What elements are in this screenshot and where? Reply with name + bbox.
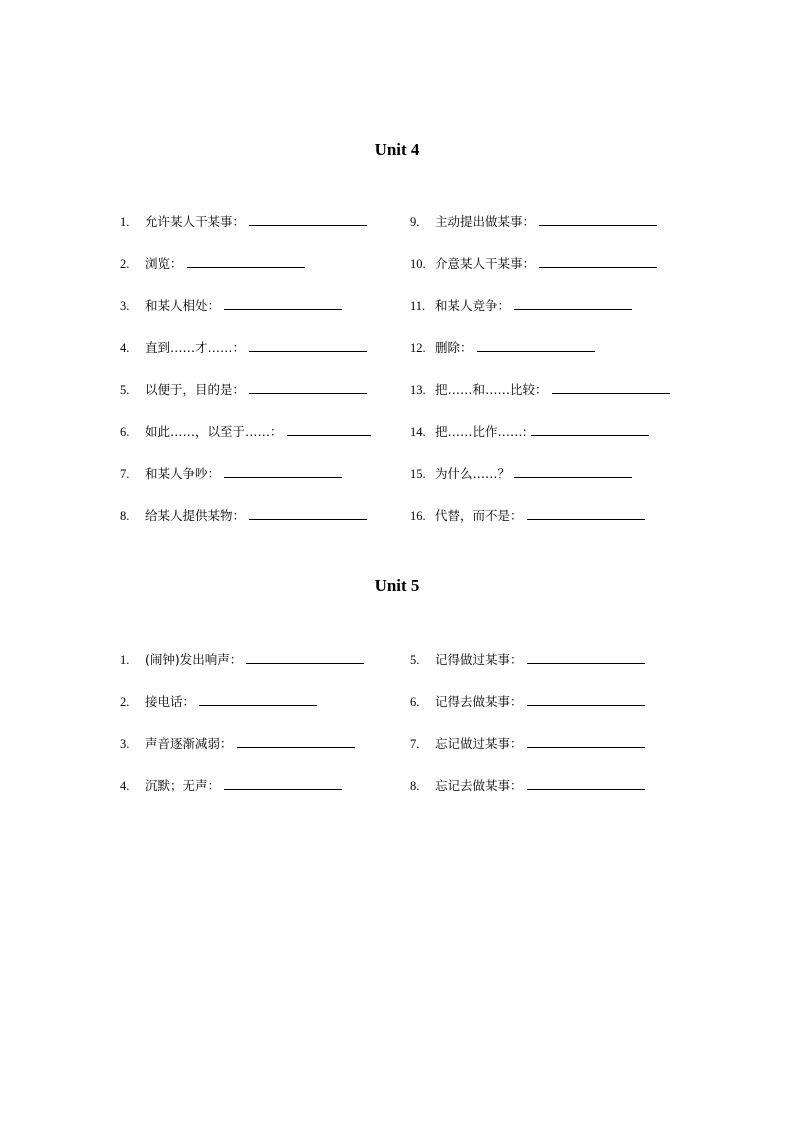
answer-blank[interactable] xyxy=(224,465,342,478)
unit5-title: Unit 5 xyxy=(374,576,420,595)
list-item xyxy=(120,776,342,796)
list-item xyxy=(410,422,649,442)
list-item xyxy=(410,464,632,484)
item-prompt: 为什么……？ xyxy=(435,466,511,481)
item-prompt: 和某人争吵： xyxy=(145,466,221,481)
item-number: 5. xyxy=(410,653,420,667)
item-number: 10. xyxy=(410,257,426,271)
item-prompt: 忘记做过某事： xyxy=(435,736,523,751)
answer-blank[interactable] xyxy=(199,693,317,706)
answer-blank[interactable] xyxy=(249,507,367,520)
item-prompt: 和某人竞争： xyxy=(435,298,511,313)
item-prompt: 沉默；无声： xyxy=(145,778,221,793)
answer-blank[interactable] xyxy=(249,213,367,226)
list-item xyxy=(410,338,595,358)
item-prompt: 记得去做某事： xyxy=(435,694,523,709)
item-prompt: 允许某人干某事： xyxy=(145,214,246,229)
item-prompt: 记得做过某事： xyxy=(435,652,523,667)
item-number: 11. xyxy=(410,299,426,313)
item-prompt: 把……比作……: xyxy=(435,424,527,439)
answer-blank[interactable] xyxy=(249,339,367,352)
item-prompt: 接电话： xyxy=(145,694,196,709)
list-item xyxy=(410,212,657,232)
list-item xyxy=(120,464,342,484)
item-number: 12. xyxy=(410,341,426,355)
list-item xyxy=(120,506,367,526)
answer-blank[interactable] xyxy=(224,777,342,790)
item-prompt: 如此……，以至于……： xyxy=(145,424,283,439)
list-item xyxy=(120,338,367,358)
answer-blank[interactable] xyxy=(531,423,649,436)
answer-blank[interactable] xyxy=(527,693,645,706)
item-number: 3. xyxy=(120,737,130,751)
list-item xyxy=(120,254,305,274)
item-prompt: 主动提出做某事： xyxy=(435,214,536,229)
list-item xyxy=(120,422,371,442)
list-item xyxy=(120,692,317,712)
item-number: 4. xyxy=(120,779,130,793)
item-number: 1. xyxy=(120,653,130,667)
answer-blank[interactable] xyxy=(224,297,342,310)
answer-blank[interactable] xyxy=(527,507,645,520)
answer-blank[interactable] xyxy=(527,777,645,790)
list-item xyxy=(120,212,367,232)
answer-blank[interactable] xyxy=(552,381,670,394)
item-prompt: 直到……才……： xyxy=(145,340,246,355)
list-item xyxy=(410,380,670,400)
answer-blank[interactable] xyxy=(514,465,632,478)
item-number: 9. xyxy=(410,215,420,229)
item-prompt: 代替，而不是： xyxy=(435,508,523,523)
item-number: 2. xyxy=(120,695,130,709)
list-item xyxy=(120,296,342,316)
answer-blank[interactable] xyxy=(539,255,657,268)
answer-blank[interactable] xyxy=(187,255,305,268)
item-number: 4. xyxy=(120,341,130,355)
list-item xyxy=(410,692,645,712)
list-item xyxy=(120,734,355,754)
answer-blank[interactable] xyxy=(246,651,364,664)
item-number: 6. xyxy=(410,695,420,709)
answer-blank[interactable] xyxy=(249,381,367,394)
list-item xyxy=(120,380,367,400)
answer-blank[interactable] xyxy=(287,423,371,436)
list-item xyxy=(410,776,645,796)
item-number: 6. xyxy=(120,425,130,439)
list-item xyxy=(410,254,657,274)
item-prompt: (闹钟)发出响声： xyxy=(145,652,243,667)
item-number: 3. xyxy=(120,299,130,313)
answer-blank[interactable] xyxy=(527,651,645,664)
list-item xyxy=(410,650,645,670)
item-number: 13. xyxy=(410,383,426,397)
item-prompt: 把……和……比较： xyxy=(435,382,548,397)
answer-blank[interactable] xyxy=(539,213,657,226)
item-prompt: 以便于，目的是： xyxy=(145,382,246,397)
item-prompt: 介意某人干某事： xyxy=(435,256,536,271)
item-number: 8. xyxy=(410,779,420,793)
item-prompt: 忘记去做某事： xyxy=(435,778,523,793)
answer-blank[interactable] xyxy=(514,297,632,310)
item-prompt: 删除： xyxy=(435,340,473,355)
item-number: 15. xyxy=(410,467,426,481)
list-item xyxy=(410,296,632,316)
list-item xyxy=(410,506,645,526)
item-number: 16. xyxy=(410,509,426,523)
item-prompt: 给某人提供某物： xyxy=(145,508,246,523)
item-number: 14. xyxy=(410,425,426,439)
item-number: 7. xyxy=(120,467,130,481)
item-number: 2. xyxy=(120,257,130,271)
list-item xyxy=(410,734,645,754)
item-prompt: 和某人相处： xyxy=(145,298,221,313)
item-number: 5. xyxy=(120,383,130,397)
item-prompt: 声音逐渐减弱： xyxy=(145,736,233,751)
answer-blank[interactable] xyxy=(477,339,595,352)
item-number: 8. xyxy=(120,509,130,523)
unit4-title: Unit 4 xyxy=(374,140,420,159)
answer-blank[interactable] xyxy=(237,735,355,748)
item-prompt: 浏览： xyxy=(145,256,183,271)
item-number: 1. xyxy=(120,215,130,229)
item-number: 7. xyxy=(410,737,420,751)
answer-blank[interactable] xyxy=(527,735,645,748)
list-item xyxy=(120,650,364,670)
